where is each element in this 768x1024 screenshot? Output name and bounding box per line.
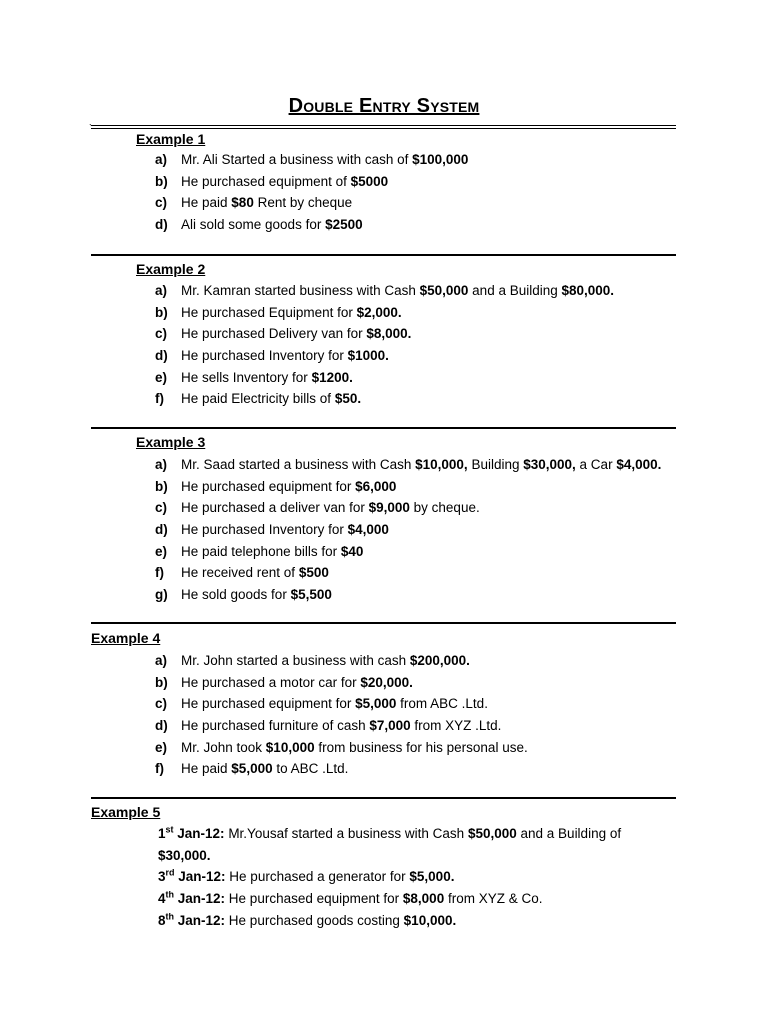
amount-text: $5000 [350,173,389,189]
list-item [155,454,661,476]
list-item [155,302,614,324]
item-marker: d) [155,217,168,233]
item-text: He sells Inventory for [181,369,312,385]
item-marker: a) [155,653,168,668]
list-item [155,758,528,780]
item-text: from XYZ .Ltd. [410,718,502,734]
item-marker: e) [155,739,168,755]
list-item [155,171,468,193]
amount-text: $7,000 [369,718,411,734]
amount-text: $10,000, [415,457,468,472]
amount-text: $80 [231,195,254,211]
item-text: He received rent of [181,565,299,581]
item-text: He purchased goods costing [225,912,404,928]
item-marker: c) [155,326,168,342]
date-suffix: th [165,911,175,922]
example-3-heading: Example 3 [136,434,206,450]
item-marker: a) [155,283,168,298]
entry-date: 8th Jan-12: [158,911,226,928]
item-marker: a) [155,152,168,167]
stray-mark: ` [89,123,92,133]
item-marker: f) [155,391,164,407]
amount-text: $50,000 [419,283,469,298]
example-3-list [155,454,661,606]
list-item [155,693,528,715]
item-marker: g) [155,587,168,603]
example-1-heading: Example 1 [136,131,206,147]
item-text: He purchased a deliver van for [181,500,369,516]
amount-text: $8,000 [402,891,445,907]
list-item [155,323,614,345]
item-marker: f) [155,565,164,581]
item-text: He sold goods for [181,587,291,603]
list-item [155,541,661,563]
item-text: from XYZ & Co. [444,891,543,907]
amount-text: $6,000 [355,478,397,494]
amount-text: $5,000. [409,869,455,885]
item-text: Mr. John started a business with cash [181,653,410,668]
list-item [155,562,661,584]
amount-text: $5,000 [355,696,397,712]
item-marker: f) [155,761,164,777]
example-1-list [155,149,468,236]
entry-date: 3rd Jan-12: [158,867,226,885]
amount-text: $500 [298,565,329,581]
list-item [155,149,468,171]
item-text: by cheque. [409,500,480,516]
item-text: He purchased a motor car for [181,674,361,690]
date-suffix: rd [165,867,175,878]
item-marker: b) [155,173,168,189]
item-marker: b) [155,478,168,494]
list-item [155,214,468,236]
item-marker: d) [155,348,168,364]
item-marker: c) [155,696,168,712]
list-item [155,584,661,606]
item-text: He purchased Inventory for [181,522,348,538]
amount-text: $2500 [325,217,363,233]
list-item [155,737,528,759]
section-divider [91,622,676,624]
amount-text: $40 [340,543,364,559]
amount-text: $20,000. [360,674,413,690]
item-text: from business for his personal use. [314,739,528,755]
amount-text: $4,000. [616,457,662,472]
item-text: Mr.Yousaf started a business with Cash [224,826,468,841]
document-title: Double Entry System [288,95,480,117]
list-item [155,345,614,367]
item-text: He purchased furniture of cash [181,718,370,734]
date-suffix: th [165,889,175,900]
amount-text: $10,000 [265,739,315,755]
list-item [158,910,668,932]
example-2-list [155,280,614,410]
list-item [155,476,661,498]
item-text: a Car [575,457,617,472]
item-text: Ali sold some goods for [181,217,326,233]
amount-text: $30,000, [523,457,576,472]
item-text: and a Building [468,283,562,298]
item-text: He purchased a generator for [225,869,410,885]
item-marker: d) [155,718,168,734]
amount-text: $30,000. [158,847,211,863]
section-divider [91,427,676,429]
item-text: Rent by cheque [253,195,353,211]
item-text: He purchased Delivery van for [181,326,367,342]
amount-text: $5,000 [231,761,273,777]
item-text: Mr. Ali Started a business with cash of [181,152,413,167]
item-text: He paid [181,195,232,211]
amount-text: $50. [334,391,362,407]
amount-text: $5,500 [290,587,332,603]
item-text: He purchased equipment of [181,173,351,189]
amount-text: $200,000. [409,653,470,668]
item-text: He purchased Equipment for [181,304,357,320]
amount-text: $10,000. [403,912,457,928]
item-text: Mr. Saad started a business with Cash [181,457,416,472]
item-text: Mr. Kamran started business with Cash [181,283,420,298]
item-text: He purchased Inventory for [181,348,348,364]
item-marker: b) [155,304,168,320]
item-marker: a) [155,457,168,472]
amount-text: $1200. [311,369,353,385]
item-marker: e) [155,543,168,559]
amount-text: $100,000 [412,152,469,167]
item-text: He purchased equipment for [181,478,356,494]
list-item [155,715,528,737]
item-text: He paid [181,761,232,777]
list-item [158,823,668,866]
example-2-heading: Example 2 [136,261,206,277]
item-marker: e) [155,369,168,385]
amount-text: $2,000. [356,304,402,320]
example-4-list [155,650,528,780]
amount-text: $9,000 [368,500,410,516]
item-text: Building [467,457,524,472]
item-text: and a Building of [516,826,622,841]
example-4-heading: Example 4 [91,630,161,646]
section-divider [91,254,676,256]
list-item [155,497,661,519]
list-item [155,672,528,694]
item-text: He purchased equipment for [181,696,356,712]
item-text: He purchased equipment for [225,891,403,907]
amount-text: $1000. [347,348,389,364]
item-text: Mr. John took [181,739,266,755]
amount-text: $4,000 [347,522,389,538]
item-text: to ABC .Ltd. [272,761,349,777]
item-text: He paid telephone bills for [181,543,341,559]
section-divider [91,797,676,799]
item-text: from ABC .Ltd. [396,696,488,712]
item-marker: c) [155,500,168,516]
list-item [155,280,614,302]
entry-date: 1st Jan-12: [158,824,225,841]
list-item [155,388,614,410]
item-marker: d) [155,522,168,538]
list-item [158,866,668,888]
item-text: He paid Electricity bills of [181,391,335,407]
list-item [155,519,661,541]
amount-text: $8,000. [366,326,412,342]
example-5-list [158,823,668,932]
amount-text: $80,000. [561,283,615,298]
item-marker: c) [155,195,168,211]
list-item [155,192,468,214]
date-suffix: st [165,824,174,835]
list-item [155,650,528,672]
list-item [158,888,668,910]
list-item [155,367,614,389]
example-5-heading: Example 5 [91,804,161,820]
amount-text: $50,000 [467,826,517,841]
entry-date: 4th Jan-12: [158,889,226,907]
item-marker: b) [155,674,168,690]
